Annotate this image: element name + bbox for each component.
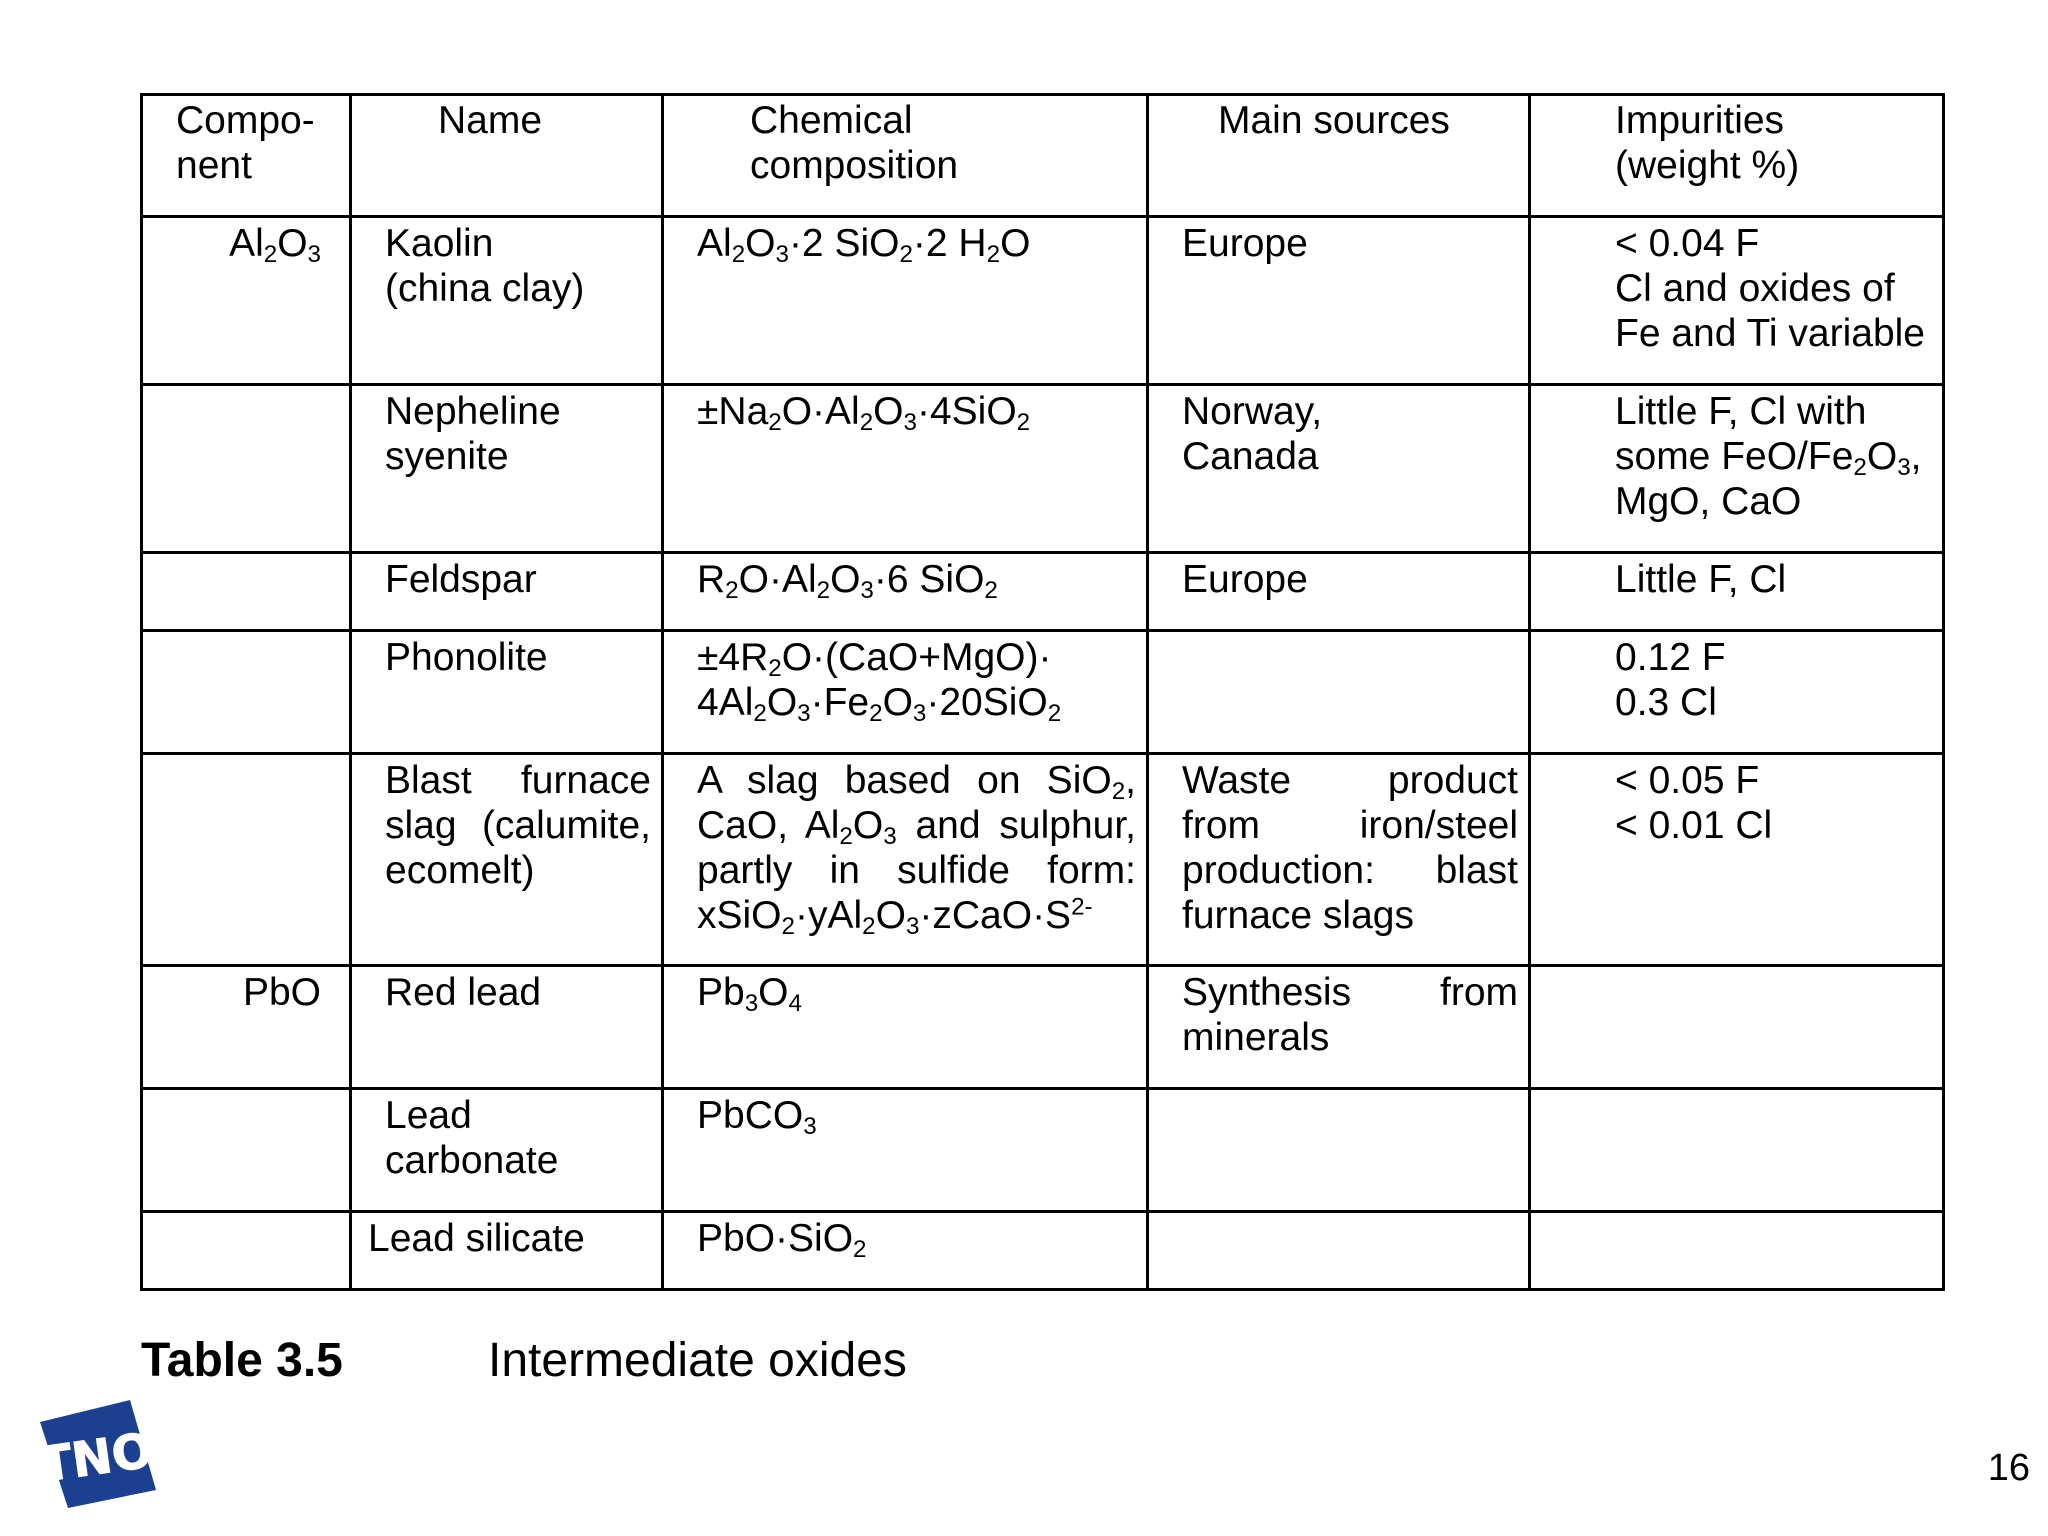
- cell-component: [142, 553, 351, 631]
- cell-component: $Al_2O_3$: [142, 217, 351, 385]
- table-row: [142, 631, 1944, 754]
- cell-name: Feldspar: [351, 553, 663, 631]
- cell-sources: Waste product from iron/steel production: blast furnace slags: [1148, 754, 1530, 966]
- table-caption-title: Intermediate oxides: [488, 1334, 907, 1387]
- table-row: [142, 553, 1944, 631]
- cell-sources: [1148, 1089, 1530, 1212]
- page-number: 16: [1987, 1447, 2030, 1489]
- table-row: [142, 217, 1944, 385]
- cell-impurities: Little F, Cl: [1530, 553, 1944, 631]
- header-component: Compo- nent: [142, 95, 351, 217]
- cell-name: Red lead: [351, 966, 663, 1089]
- cell-component: [142, 754, 351, 966]
- cell-composition: $\pm Na_2O\cdot Al_2O_3\cdot 4SiO_2$: [663, 385, 1148, 553]
- cell-composition: $Pb_3O_4$: [663, 966, 1148, 1089]
- cell-name: Kaolin (china clay): [351, 217, 663, 385]
- cell-sources: Europe: [1148, 553, 1530, 631]
- table-row: [142, 754, 1944, 966]
- cell-composition: PbO·SiO$_2$: [663, 1212, 1148, 1290]
- cell-sources: Europe: [1148, 217, 1530, 385]
- cell-impurities: [1530, 1212, 1944, 1290]
- table-row: [142, 1212, 1944, 1290]
- cell-sources: [1148, 1212, 1530, 1290]
- header-composition: Chemical composition: [663, 95, 1148, 217]
- cell-sources: [1148, 631, 1530, 754]
- cell-composition: PbCO$_3$: [663, 1089, 1148, 1212]
- cell-sources: Synthesis from minerals: [1148, 966, 1530, 1089]
- cell-impurities: < 0.04 F Cl and oxides of Fe and Ti variable: [1530, 217, 1944, 385]
- oxides-table: [140, 93, 1945, 1291]
- cell-composition: $R_2O\cdot Al_2O_3\cdot 6$ SiO$_2$: [663, 553, 1148, 631]
- logo-text: TNO: [35, 1422, 157, 1494]
- cell-component: [142, 385, 351, 553]
- cell-impurities: 0.12 F 0.3 Cl: [1530, 631, 1944, 754]
- cell-impurities: Little F, Cl with some FeO/$Fe_2O_3$, MgO, CaO: [1530, 385, 1944, 553]
- cell-name: Lead carbonate: [351, 1089, 663, 1212]
- table-row: [142, 385, 1944, 553]
- cell-composition: $\pm 4R_2O\cdot(CaO+MgO)\cdot$ $4Al_2O_3\cdot Fe_2O_3\cdot 20SiO_2$: [663, 631, 1148, 754]
- table-header-row: [142, 95, 1944, 217]
- cell-name: Nepheline syenite: [351, 385, 663, 553]
- cell-component: [142, 1212, 351, 1290]
- cell-sources: Norway, Canada: [1148, 385, 1530, 553]
- cell-impurities: < 0.05 F < 0.01 Cl: [1530, 754, 1944, 966]
- cell-component: [142, 1089, 351, 1212]
- cell-impurities: [1530, 966, 1944, 1089]
- cell-composition: $Al_2O_3\cdot 2$ SiO$_2$·2 $H_2O$: [663, 217, 1148, 385]
- cell-name: Blast furnace slag (calumite, ecomelt): [351, 754, 663, 966]
- cell-component: [142, 631, 351, 754]
- header-impurities: Impurities (weight %): [1530, 95, 1944, 217]
- table-caption-label: Table 3.5: [141, 1334, 343, 1387]
- cell-component: PbO: [142, 966, 351, 1089]
- cell-name: Phonolite: [351, 631, 663, 754]
- tno-logo: [32, 1400, 162, 1510]
- cell-composition: A slag based on SiO$_2$, CaO, $Al_2O_3$ and sulphur, partly in sulfide form: $xSiO_2\cdot yAl_2O_3\cdot zCaO\cdot S^{2-}$: [663, 754, 1148, 966]
- header-name: Name: [351, 95, 663, 217]
- table-row: [142, 966, 1944, 1089]
- table-row: [142, 1089, 1944, 1212]
- cell-impurities: [1530, 1089, 1944, 1212]
- cell-name: Lead silicate: [351, 1212, 663, 1290]
- header-sources: Main sources: [1148, 95, 1530, 217]
